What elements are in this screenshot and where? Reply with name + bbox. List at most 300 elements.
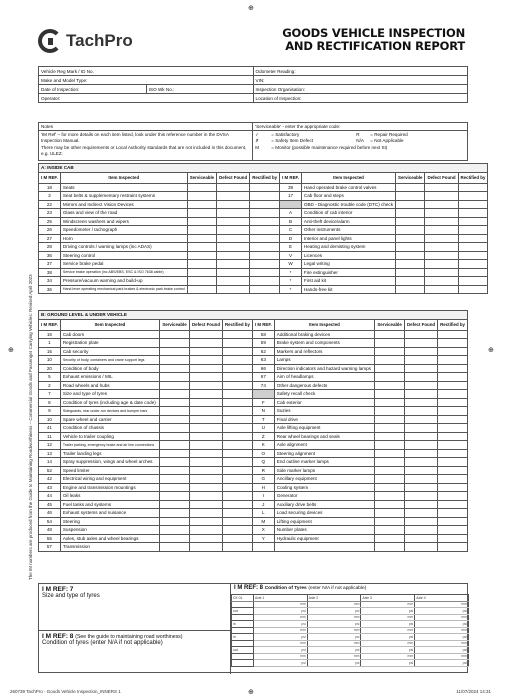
rectified-cell[interactable]	[223, 517, 253, 526]
serviceable-cell[interactable]	[375, 364, 405, 373]
rectified-cell[interactable]	[438, 500, 468, 509]
defect-cell[interactable]	[405, 347, 438, 356]
tyre-measure-cell[interactable]: psi	[415, 660, 469, 667]
defect-cell[interactable]	[405, 356, 438, 365]
serviceable-cell[interactable]	[160, 492, 190, 501]
tyre-measure-cell[interactable]: psi	[253, 621, 307, 628]
reg-field[interactable]: Vehicle Reg Mark / ID No.	[39, 67, 254, 76]
defect-cell[interactable]	[425, 217, 458, 226]
defect-cell[interactable]	[405, 432, 438, 441]
tyre-measure-cell[interactable]: mm	[415, 614, 469, 621]
tyre-row	[232, 660, 469, 667]
serviceable-cell[interactable]	[187, 192, 216, 201]
serviceable-cell[interactable]	[187, 277, 216, 286]
rectified-cell[interactable]	[223, 534, 253, 543]
rectified-cell[interactable]	[438, 492, 468, 501]
rectified-cell[interactable]	[250, 192, 280, 201]
defect-cell[interactable]	[217, 217, 250, 226]
tyre-measure-cell[interactable]: psi	[415, 608, 469, 615]
defect-cell[interactable]	[189, 364, 222, 373]
serviceable-cell[interactable]	[187, 200, 216, 209]
tyre-measure-cell[interactable]: mm	[361, 640, 415, 647]
defect-cell[interactable]	[405, 330, 438, 339]
tyre-measure-cell[interactable]: mm	[253, 627, 307, 634]
rectified-cell[interactable]	[438, 483, 468, 492]
serviceable-cell[interactable]	[160, 347, 190, 356]
tyre-measure-cell[interactable]: mm	[307, 627, 361, 634]
rectified-cell[interactable]	[223, 356, 253, 365]
rectified-cell[interactable]	[458, 251, 488, 260]
serviceable-cell[interactable]	[375, 381, 405, 390]
defect-cell[interactable]	[217, 251, 250, 260]
tyre-measure-cell[interactable]: psi	[361, 660, 415, 667]
tyre-measure-cell[interactable]: mm	[415, 653, 469, 660]
rectified-cell[interactable]	[438, 373, 468, 382]
rectified-cell[interactable]	[223, 407, 253, 416]
serviceable-cell[interactable]	[160, 424, 190, 433]
defect-cell[interactable]	[189, 526, 222, 535]
serviceable-cell[interactable]	[160, 373, 190, 382]
im-ref-cell: A	[280, 209, 302, 218]
rectified-cell[interactable]	[223, 543, 253, 552]
rectified-cell[interactable]	[250, 200, 280, 209]
rectified-cell[interactable]	[223, 492, 253, 501]
date-field[interactable]: Date of Inspection:	[39, 85, 147, 94]
serviceable-cell[interactable]	[375, 407, 405, 416]
defect-cell[interactable]	[425, 251, 458, 260]
serviceable-cell[interactable]	[375, 424, 405, 433]
tyre-measure-cell[interactable]: mm	[307, 614, 361, 621]
item-cell: Load securing devices	[274, 509, 374, 518]
defect-cell[interactable]	[405, 458, 438, 467]
defect-cell[interactable]	[189, 441, 222, 450]
tyre-measure-cell[interactable]: psi	[361, 621, 415, 628]
tyre-measure-cell[interactable]: psi	[253, 608, 307, 615]
defect-cell[interactable]	[189, 381, 222, 390]
defect-cell[interactable]	[189, 449, 222, 458]
tyre-measure-cell[interactable]: mm	[253, 601, 307, 608]
rectified-cell[interactable]	[223, 526, 253, 535]
rectified-cell[interactable]	[250, 285, 280, 294]
rectified-cell[interactable]	[458, 285, 488, 294]
make-field[interactable]: Make and Model Type:	[39, 76, 254, 85]
rectified-cell[interactable]	[223, 500, 253, 509]
defect-cell[interactable]	[405, 424, 438, 433]
serviceable-cell[interactable]	[375, 492, 405, 501]
tyre-measure-cell[interactable]: psi	[307, 621, 361, 628]
rectified-cell[interactable]	[458, 234, 488, 243]
serviceable-cell[interactable]	[160, 364, 190, 373]
rectified-cell[interactable]	[223, 466, 253, 475]
rectified-cell[interactable]	[438, 517, 468, 526]
serviceable-cell[interactable]	[396, 200, 425, 209]
serviceable-cell[interactable]	[160, 415, 190, 424]
rectified-cell[interactable]	[223, 330, 253, 339]
rectified-cell[interactable]	[223, 373, 253, 382]
serviceable-cell[interactable]	[396, 243, 425, 252]
serviceable-cell[interactable]	[160, 458, 190, 467]
serviceable-cell[interactable]	[375, 356, 405, 365]
rectified-cell[interactable]	[223, 475, 253, 484]
rectified-cell[interactable]	[458, 268, 488, 277]
iso-week-field[interactable]: ISO Wk No.:	[146, 85, 253, 94]
serviceable-cell[interactable]	[160, 466, 190, 475]
serviceable-cell[interactable]	[396, 277, 425, 286]
defect-cell[interactable]	[405, 449, 438, 458]
tyre-measure-cell[interactable]: psi	[307, 660, 361, 667]
serviceable-cell[interactable]	[396, 209, 425, 218]
serviceable-cell[interactable]	[160, 526, 190, 535]
rectified-cell[interactable]	[438, 475, 468, 484]
rectified-cell[interactable]	[458, 209, 488, 218]
rectified-cell[interactable]	[458, 277, 488, 286]
rectified-cell[interactable]	[438, 441, 468, 450]
defect-cell[interactable]	[405, 500, 438, 509]
serviceable-cell[interactable]	[160, 356, 190, 365]
item-cell: Seat belts & supplementary restraint systems	[60, 192, 187, 201]
defect-cell[interactable]	[425, 226, 458, 235]
serviceable-cell[interactable]	[375, 449, 405, 458]
defect-cell[interactable]	[217, 285, 250, 294]
serviceable-cell[interactable]	[375, 483, 405, 492]
rectified-cell[interactable]	[438, 390, 468, 399]
serviceable-cell[interactable]	[375, 466, 405, 475]
defect-cell[interactable]	[217, 200, 250, 209]
rectified-cell[interactable]	[438, 330, 468, 339]
defect-cell[interactable]	[189, 424, 222, 433]
serviceable-cell[interactable]	[375, 441, 405, 450]
im-ref-cell: 16	[39, 330, 61, 339]
defect-cell[interactable]	[405, 483, 438, 492]
defect-cell[interactable]	[405, 381, 438, 390]
serviceable-cell[interactable]	[375, 398, 405, 407]
defect-cell[interactable]	[425, 183, 458, 192]
tyre-measure-cell[interactable]: mm	[253, 640, 307, 647]
rectified-cell[interactable]	[250, 251, 280, 260]
serviceable-cell[interactable]	[396, 192, 425, 201]
serviceable-cell[interactable]	[160, 534, 190, 543]
defect-cell[interactable]	[189, 407, 222, 416]
serviceable-cell[interactable]	[375, 509, 405, 518]
location-field[interactable]: Location of Inspection:	[253, 94, 467, 103]
serviceable-cell[interactable]	[396, 260, 425, 269]
rectified-cell[interactable]	[223, 347, 253, 356]
serviceable-cell[interactable]	[396, 234, 425, 243]
rectified-cell[interactable]	[438, 415, 468, 424]
rectified-cell[interactable]	[250, 234, 280, 243]
tyre-measure-cell[interactable]: mm	[307, 640, 361, 647]
serviceable-cell[interactable]	[160, 509, 190, 518]
tyre-measure-cell[interactable]: psi	[307, 634, 361, 641]
tyre-measure-cell[interactable]: psi	[361, 634, 415, 641]
defect-cell[interactable]	[217, 277, 250, 286]
serviceable-cell[interactable]	[187, 234, 216, 243]
defect-cell[interactable]	[189, 492, 222, 501]
rectified-cell[interactable]	[223, 483, 253, 492]
rectified-cell[interactable]	[458, 243, 488, 252]
serviceable-cell[interactable]	[375, 500, 405, 509]
rectified-cell[interactable]	[223, 449, 253, 458]
serviceable-cell[interactable]	[375, 373, 405, 382]
defect-cell[interactable]	[189, 356, 222, 365]
rectified-cell[interactable]	[458, 226, 488, 235]
serviceable-cell[interactable]	[187, 251, 216, 260]
tyre-measure-cell[interactable]: mm	[307, 601, 361, 608]
defect-cell[interactable]	[405, 475, 438, 484]
tyre-measure-cell[interactable]: mm	[361, 653, 415, 660]
operator-field[interactable]: Operator:	[39, 94, 254, 103]
serviceable-cell[interactable]	[375, 432, 405, 441]
tyre-col-header: Axle 3	[361, 595, 415, 602]
rectified-cell[interactable]	[438, 339, 468, 348]
tyre-measure-cell[interactable]: mm	[415, 627, 469, 634]
defect-cell[interactable]	[425, 260, 458, 269]
defect-cell[interactable]	[405, 390, 438, 399]
rectified-cell[interactable]	[438, 534, 468, 543]
tyre-measure-cell[interactable]: psi	[415, 621, 469, 628]
rectified-cell[interactable]	[438, 543, 468, 552]
tyre-measure-cell[interactable]: mm	[253, 653, 307, 660]
defect-cell[interactable]	[189, 330, 222, 339]
im-ref-cell: *	[280, 268, 302, 277]
rectified-cell[interactable]	[250, 209, 280, 218]
serviceable-cell[interactable]	[160, 339, 190, 348]
odometer-field[interactable]: Odometer Reading:	[253, 67, 467, 76]
serviceable-cell[interactable]	[375, 475, 405, 484]
rectified-cell[interactable]	[438, 424, 468, 433]
defect-cell[interactable]	[217, 268, 250, 277]
tyre-col-header: Axle 1	[253, 595, 307, 602]
defect-cell[interactable]	[217, 234, 250, 243]
defect-cell[interactable]	[189, 415, 222, 424]
rectified-cell[interactable]	[438, 356, 468, 365]
tyre-measure-cell[interactable]: psi	[253, 634, 307, 641]
rectified-cell[interactable]	[438, 449, 468, 458]
tyre-measure-cell[interactable]: mm	[253, 614, 307, 621]
serviceable-cell[interactable]	[396, 217, 425, 226]
tyre-measure-cell[interactable]: psi	[415, 634, 469, 641]
tyre-measure-cell[interactable]: mm	[361, 614, 415, 621]
defect-cell[interactable]	[405, 534, 438, 543]
im-ref-cell: 9	[39, 407, 61, 416]
defect-cell[interactable]	[189, 373, 222, 382]
serviceable-cell[interactable]	[187, 260, 216, 269]
defect-cell[interactable]	[405, 466, 438, 475]
rectified-cell[interactable]	[250, 277, 280, 286]
serviceable-cell[interactable]	[187, 285, 216, 294]
serviceable-cell[interactable]	[375, 526, 405, 535]
serviceable-cell[interactable]	[187, 209, 216, 218]
serviceable-cell[interactable]	[160, 449, 190, 458]
defect-cell[interactable]	[425, 268, 458, 277]
defect-cell[interactable]	[217, 226, 250, 235]
serviceable-cell[interactable]	[375, 458, 405, 467]
defect-cell[interactable]	[405, 364, 438, 373]
defect-cell[interactable]	[405, 509, 438, 518]
serviceable-cell[interactable]	[375, 347, 405, 356]
rectified-cell[interactable]	[223, 381, 253, 390]
organisation-field[interactable]: Inspection Organisation:	[253, 85, 467, 94]
defect-cell[interactable]	[189, 432, 222, 441]
defect-cell[interactable]	[425, 234, 458, 243]
serviceable-cell[interactable]	[160, 483, 190, 492]
rectified-cell[interactable]	[223, 364, 253, 373]
defect-cell[interactable]	[189, 509, 222, 518]
rectified-cell[interactable]	[223, 390, 253, 399]
defect-cell[interactable]	[405, 398, 438, 407]
tyre-measure-cell[interactable]: mm	[361, 601, 415, 608]
serviceable-cell[interactable]	[375, 339, 405, 348]
defect-cell[interactable]	[405, 339, 438, 348]
rectified-cell[interactable]	[223, 458, 253, 467]
defect-cell[interactable]	[217, 260, 250, 269]
tyre-measure-cell[interactable]: psi	[361, 647, 415, 654]
rectified-cell[interactable]	[438, 509, 468, 518]
defect-cell[interactable]	[217, 243, 250, 252]
rectified-cell[interactable]	[250, 260, 280, 269]
tyre-measure-cell[interactable]: psi	[361, 608, 415, 615]
registration-mark-top: ⊕	[248, 5, 254, 12]
tyre-measure-cell[interactable]: mm	[307, 653, 361, 660]
defect-cell[interactable]	[405, 407, 438, 416]
defect-cell[interactable]	[405, 543, 438, 552]
defect-cell[interactable]	[217, 209, 250, 218]
defect-cell[interactable]	[425, 285, 458, 294]
serviceable-cell[interactable]	[375, 390, 405, 399]
defect-cell[interactable]	[189, 483, 222, 492]
defect-cell[interactable]	[217, 183, 250, 192]
serviceable-cell[interactable]	[396, 285, 425, 294]
serviceable-cell[interactable]	[396, 183, 425, 192]
rectified-cell[interactable]	[250, 226, 280, 235]
im-ref-cell: 23	[39, 209, 61, 218]
rectified-cell[interactable]	[438, 347, 468, 356]
defect-cell[interactable]	[189, 466, 222, 475]
col-imref: I M REF.	[39, 319, 61, 330]
defect-cell[interactable]	[425, 243, 458, 252]
serviceable-cell[interactable]	[160, 398, 190, 407]
tyre-measure-cell[interactable]: psi	[253, 660, 307, 667]
serviceable-cell[interactable]	[160, 407, 190, 416]
rectified-cell[interactable]	[223, 398, 253, 407]
serviceable-cell[interactable]	[187, 217, 216, 226]
defect-cell[interactable]	[189, 390, 222, 399]
rectified-cell[interactable]	[438, 458, 468, 467]
defect-cell[interactable]	[189, 517, 222, 526]
footer-right: 11/07/2024 14:31	[456, 689, 491, 694]
tyre-measure-cell[interactable]: psi	[415, 647, 469, 654]
serviceable-cell[interactable]	[187, 243, 216, 252]
defect-cell[interactable]	[189, 398, 222, 407]
serviceable-cell[interactable]	[375, 543, 405, 552]
tyre-measure-cell[interactable]: psi	[307, 647, 361, 654]
serviceable-cell[interactable]	[375, 517, 405, 526]
rectified-cell[interactable]	[223, 415, 253, 424]
serviceable-cell[interactable]	[396, 268, 425, 277]
rectified-cell[interactable]	[250, 217, 280, 226]
notes-table	[38, 122, 468, 161]
defect-cell[interactable]	[189, 347, 222, 356]
defect-cell[interactable]	[405, 492, 438, 501]
defect-cell[interactable]	[189, 475, 222, 484]
tyre-measure-cell[interactable]: mm	[361, 627, 415, 634]
defect-cell[interactable]	[189, 339, 222, 348]
tyre-measure-cell[interactable]: psi	[253, 647, 307, 654]
serviceable-cell[interactable]	[375, 534, 405, 543]
tyre-measure-cell[interactable]: psi	[307, 608, 361, 615]
defect-cell[interactable]	[425, 277, 458, 286]
defect-cell[interactable]	[189, 534, 222, 543]
rectified-cell[interactable]	[438, 381, 468, 390]
defect-cell[interactable]	[425, 200, 458, 209]
serviceable-cell[interactable]	[187, 268, 216, 277]
rectified-cell[interactable]	[250, 243, 280, 252]
serviceable-cell[interactable]	[375, 415, 405, 424]
vin-field[interactable]: VIN:	[253, 76, 467, 85]
rectified-cell[interactable]	[438, 526, 468, 535]
rectified-cell[interactable]	[458, 260, 488, 269]
rectified-cell[interactable]	[223, 441, 253, 450]
serviceable-cell[interactable]	[187, 183, 216, 192]
tyre-measure-cell[interactable]: mm	[415, 601, 469, 608]
rectified-cell[interactable]	[438, 398, 468, 407]
rectified-cell[interactable]	[438, 466, 468, 475]
rectified-cell[interactable]	[438, 407, 468, 416]
serviceable-cell[interactable]	[375, 330, 405, 339]
rectified-cell[interactable]	[223, 432, 253, 441]
defect-cell[interactable]	[217, 192, 250, 201]
rectified-cell[interactable]	[458, 200, 488, 209]
defect-cell[interactable]	[405, 373, 438, 382]
defect-cell[interactable]	[425, 192, 458, 201]
rectified-cell[interactable]	[250, 183, 280, 192]
serviceable-cell[interactable]	[396, 226, 425, 235]
defect-cell[interactable]	[405, 526, 438, 535]
serviceable-cell[interactable]	[160, 517, 190, 526]
rectified-cell[interactable]	[438, 432, 468, 441]
serviceable-cell[interactable]	[160, 441, 190, 450]
defect-cell[interactable]	[405, 441, 438, 450]
tyre-measure-cell[interactable]: mm	[415, 640, 469, 647]
serviceable-cell[interactable]	[160, 475, 190, 484]
section-b-heading: B: GROUND LEVEL & UNDER VEHICLE	[39, 311, 468, 320]
serviceable-cell[interactable]	[160, 381, 190, 390]
rectified-cell[interactable]	[250, 268, 280, 277]
defect-cell[interactable]	[425, 209, 458, 218]
item-cell: Hands-free kit	[301, 285, 395, 294]
serviceable-cell[interactable]	[160, 330, 190, 339]
serviceable-cell[interactable]	[187, 226, 216, 235]
defect-cell[interactable]	[189, 458, 222, 467]
defect-cell[interactable]	[189, 500, 222, 509]
serviceable-cell[interactable]	[160, 500, 190, 509]
serviceable-cell[interactable]	[160, 543, 190, 552]
defect-cell[interactable]	[189, 543, 222, 552]
rectified-cell[interactable]	[458, 183, 488, 192]
rectified-cell[interactable]	[458, 192, 488, 201]
serviceable-cell[interactable]	[396, 251, 425, 260]
rectified-cell[interactable]	[438, 364, 468, 373]
defect-cell[interactable]	[405, 517, 438, 526]
rectified-cell[interactable]	[223, 424, 253, 433]
defect-cell[interactable]	[405, 415, 438, 424]
rectified-cell[interactable]	[223, 509, 253, 518]
rectified-cell[interactable]	[458, 217, 488, 226]
serviceable-cell[interactable]	[160, 390, 190, 399]
im-ref-cell: 36	[39, 285, 61, 294]
serviceable-cell[interactable]	[160, 432, 190, 441]
rectified-cell[interactable]	[223, 339, 253, 348]
